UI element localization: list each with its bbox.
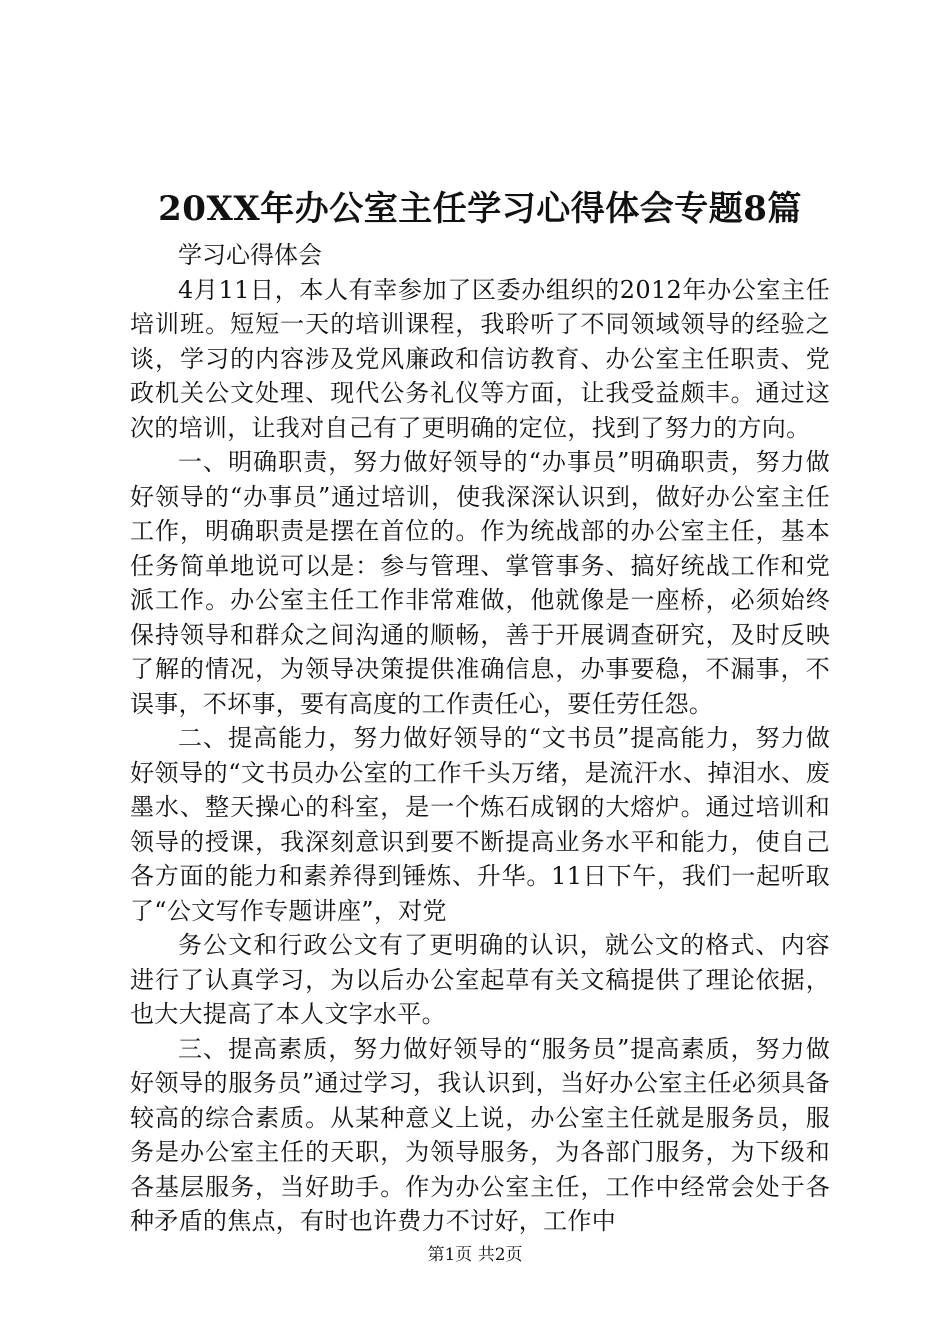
paragraph-section-one: 一、明确职责，努力做好领导的“办事员”明确职责，努力做好领导的“办事员”通过培训，使我深深认识到，做好办公室主任工作，明确职责是摆在首位的。作为统战部的办公室主任，基本任务简单地说可以是：参与管理、掌管事务、搞好统战工作和党派工作。办公室主任工作非常难做，他就像是一座桥，必须始终保持领导和群众之间沟通的顺畅，善于开展调查研究，及时反映了解的情况，为领导决策提供准确信息，办事要稳，不漏事，不误事，不坏事，要有高度的工作责任心，要任劳任怨。 [130,448,830,718]
page-footer: 第1页 共2页 [427,1245,523,1265]
section-subheading: 学习心得体会 [178,241,322,269]
paragraph-section-two-continued: 务公文和行政公文有了更明确的认识，就公文的格式、内容进行了认真学习，为以后办公室起草有关文稿提供了理论依据，也大大提高了本人文字水平。 [130,931,830,1028]
document-page [130,180,830,1239]
paragraph-section-two: 二、提高能力，努力做好领导的“文书员”提高能力，努力做好领导的“文书员办公室的工作千头万绪，是流汗水、掉泪水、废墨水、整天操心的科室，是一个炼石成钢的大熔炉。通过培训和领导的授课，我深刻意识到要不断提高业务水平和能力，使自己各方面的能力和素养得到锤炼、升华。11日下午，我们一起听取了“公文写作专题讲座”，对党 [130,724,830,925]
document-title: 20XX年办公室主任学习心得体会专题8篇 [158,189,802,229]
paragraph-intro: 4月11日，本人有幸参加了区委办组织的2012年办公室主任培训班。短短一天的培训课程，我聆听了不同领域领导的经验之谈，学习的内容涉及党风廉政和信访教育、办公室主任职责、党政机关公文处理、现代公务礼仪等方面，让我受益颇丰。通过这次的培训，让我对自己有了更明确的定位，找到了努力的方向。 [130,275,830,442]
paragraph-section-three: 三、提高素质，努力做好领导的“服务员”提高素质，努力做好领导的服务员”通过学习，我认识到，当好办公室主任必须具备较高的综合素质。从某种意义上说，办公室主任就是服务员，服务是办公室主任的天职，为领导服务，为各部门服务，为下级和各基层服务，当好助手。作为办公室主任，工作中经常会处于各种矛盾的焦点，有时也许费力不讨好，工作中 [130,1034,830,1235]
